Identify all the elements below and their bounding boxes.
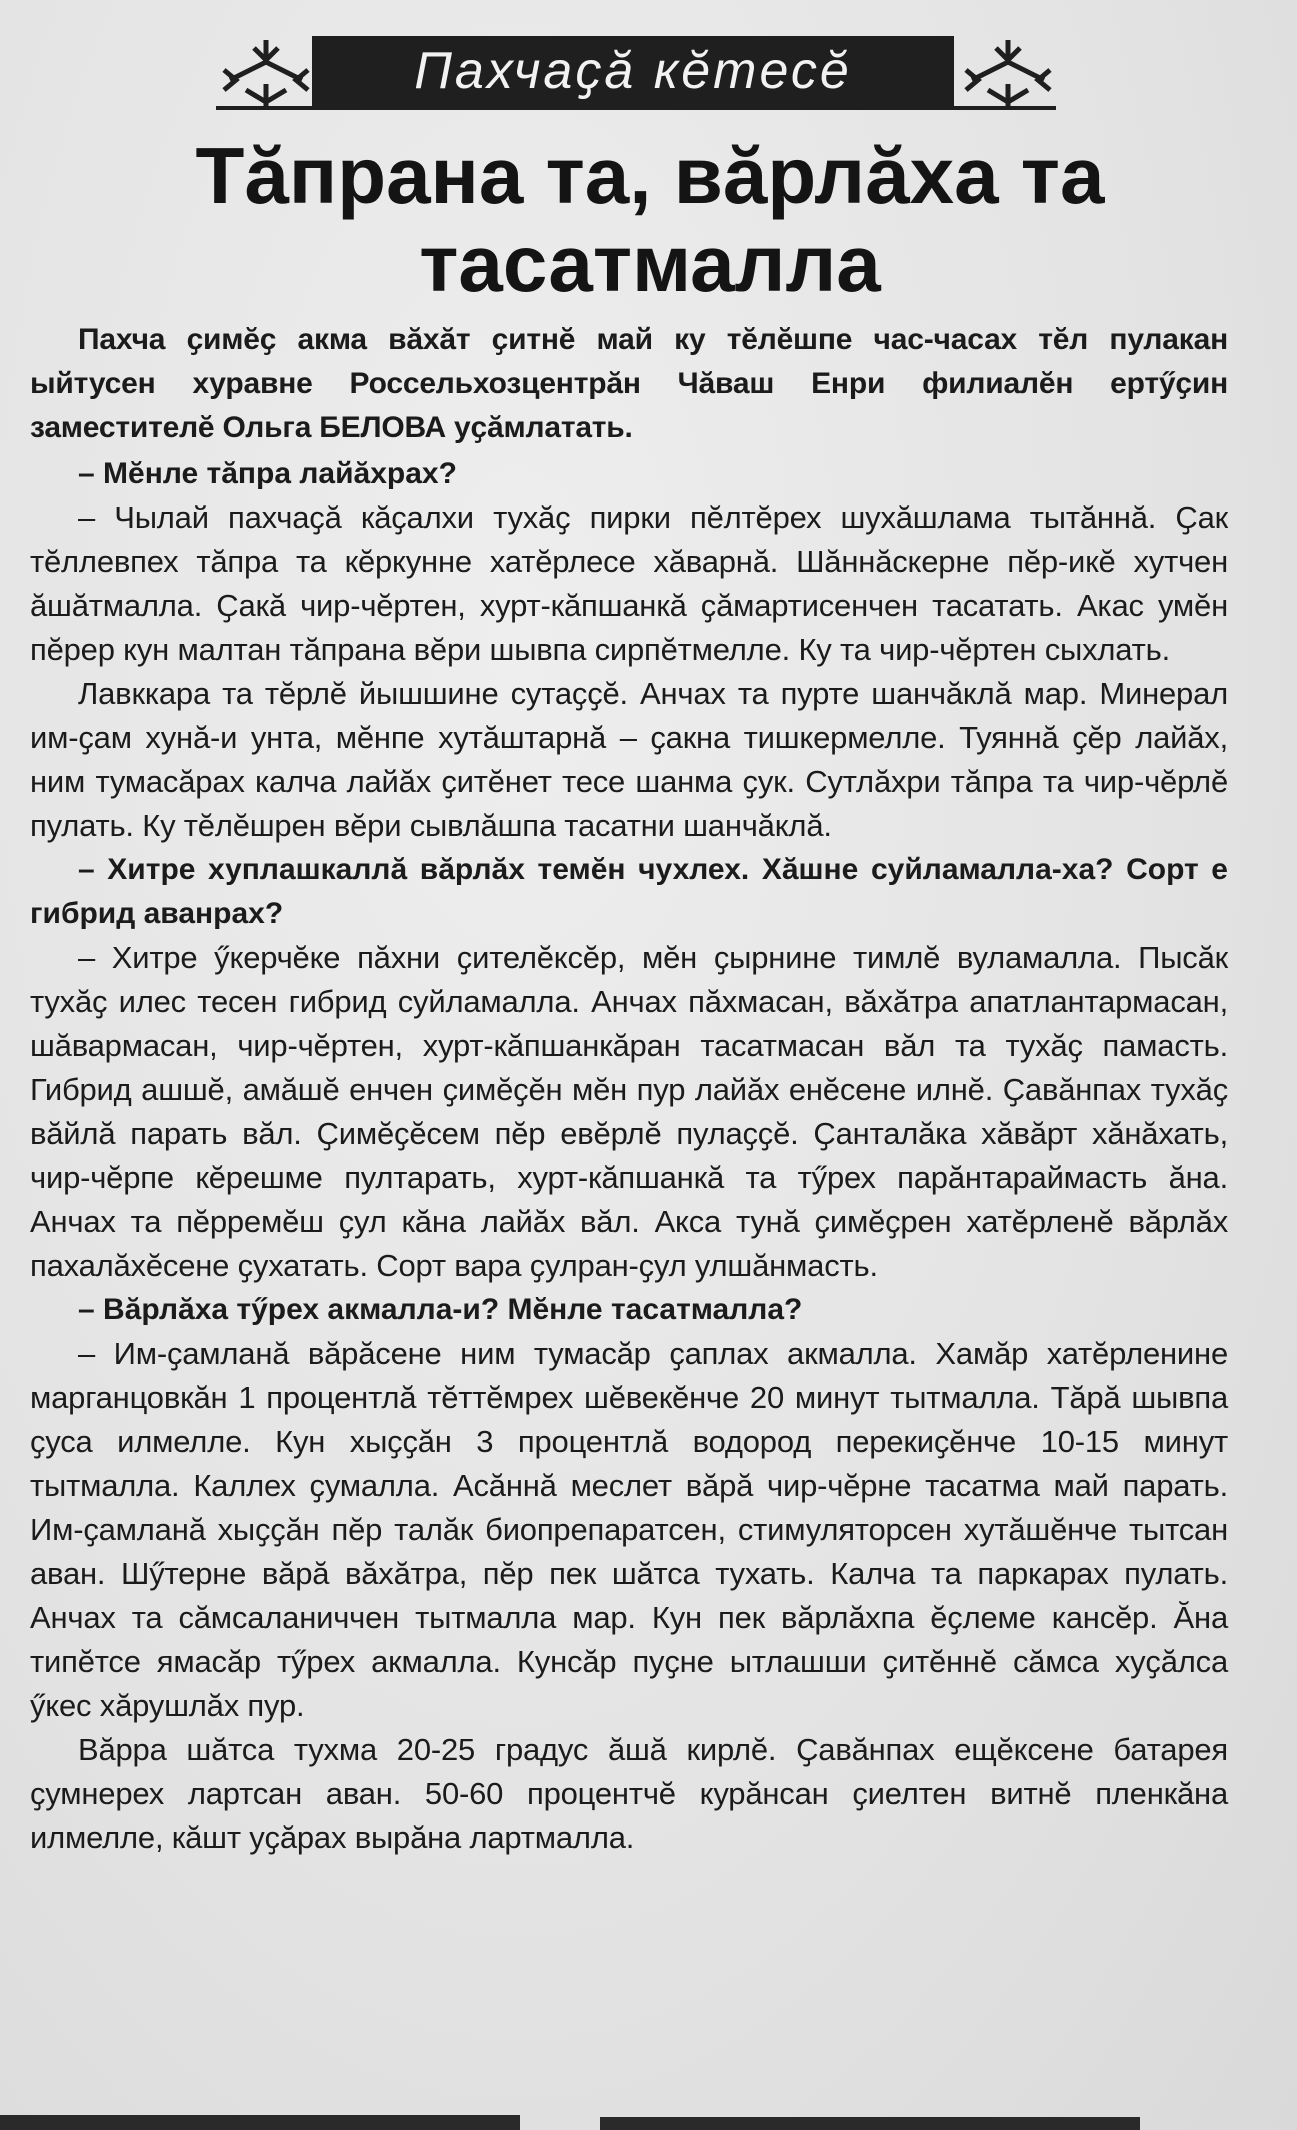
heading-rule (216, 106, 1056, 110)
article-title: Тăпрана та, вăрлăха та тасатмалла (195, 131, 1105, 308)
interview-answer: Вăрра шăтса тухма 20-25 градус ăшă кирлĕ. Ҫавăнпах ещĕксене батарея ҫумнерех лартсан аван. 50-60 процентчĕ курăнсан ҫиелтен витнĕ пленкăна илмелле, кăшт уҫăрах вырăна лартмалла. (30, 1732, 1228, 1855)
interview-answer: – Им-ҫамланă вăрăсене ним тумасăр ҫаплах акмалла. Хамăр хатĕрленине марганцовкăн 1 процентлă тĕттĕмрех шĕвекĕнче 20 минут тытмалла. Тăрă шывпа ҫуса илмелле. Кун хыҫҫăн 3 процентлă водород перекиҫĕнче 10-15 минут тытмалла. Каллех ҫумалла. Асăннă меслет вăрă чир-чĕрне тасатма май парать. Им-ҫамланă хыҫҫăн пĕр талăк биопрепаратсен, стимуляторсен хутăшĕнче тытсан аван. Шӳтерне вăрă вăхăтра, пĕр пек шăтса тухать. Калча та паркарах пулать. Анчах та сăмсаланиччен тытмалла мар. Кун пек вăрлăхпа ĕҫлеме кансĕр. Ăна типĕтсе ямасăр тӳрех акмалла. Кунсăр пуҫне ытлашши ҫитĕннĕ сăмса хуҫăлса ӳкес хăрушлăх пур. (30, 1336, 1228, 1723)
article-lead: Пахча ҫимĕҫ акма вăхăт ҫитнĕ май ку тĕлĕшпе час-часах тĕл пулакан ыйтусен хуравне Россельхозцентрăн Чăваш Енри филиалĕн ертӳҫин заместителĕ Ольга БЕЛОВА уҫăмлатать. (30, 323, 1228, 444)
interview-answer: – Хитре ӳкерчĕке пăхни ҫителĕксĕр, мĕн ҫырнине тимлĕ вуламалла. Пысăк тухăҫ илес тесен гибрид суйламалла. Анчах пăхмасан, вăхăтра апатлантармасан, шăвармасан, чир-чĕртен, хурт-кăпшанкăран тасатмасан вăл та тухăҫ памасть. Гибрид ашшĕ, амăшĕ енчен ҫимĕҫĕн мĕн пур лайăх енĕсене илнĕ. Ҫавăнпах тухăҫ вăйлă парать вăл. Ҫимĕҫĕсем пĕр евĕрлĕ пулаҫҫĕ. Ҫанталăка хăвăрт хăнăхать, чир-чĕрпе кĕрешме пултарать, хурт-кăпшанкă та тӳрех парăнтараймасть ăна. Анчах та пĕрремĕш ҫул кăна лайăх вăл. Акса тунă ҫимĕҫрен хатĕрленĕ вăрлăх пахалăхĕсене ҫухатать. Сорт вара ҫулран-ҫул улшăнмасть. (30, 940, 1229, 1283)
interview-question: – Вăрлăха тӳрех акмалла-и? Мĕнле тасатмалла? (78, 1293, 803, 1326)
interview-answer: Лавккара та тĕрлĕ йышшине сутаҫҫĕ. Анчах та пурте шанчăклă мар. Минерал им-ҫам хунă-и унта, мĕнпе хутăштарнă – ҫакна тишкермелле. Туяннă ҫĕр лайăх, ним тумасăрах калча лайăх ҫитĕнет тесе шанма ҫук. Сутлăхри тăпра та чир-чĕрлĕ пулать. Ку тĕлĕшрен вĕри сывлăшпа тасатни шанчăклă. (30, 676, 1228, 843)
section-heading-band (312, 36, 954, 106)
folk-ornament-icon (216, 32, 316, 112)
folk-ornament-icon (958, 32, 1058, 112)
bottom-rule-left (0, 2115, 520, 2130)
interview-question: – Хитре хуплашкаллă вăрлăх темĕн чухлех. Хăшне суйламалла-ха? Сорт е гибрид аванрах? (30, 853, 1228, 930)
section-heading: Пахчаҫă кĕтесĕ (414, 42, 852, 100)
bottom-rule-right (600, 2117, 1140, 2130)
interview-question: – Мĕнле тăпра лайăхрах? (78, 457, 457, 490)
article-body (30, 318, 1228, 1860)
interview-answer: – Чылай пахчаҫă кăҫалхи тухăҫ пирки пĕлтĕрех шухăшлама тытăннă. Ҫак тĕллевпех тăпра та кĕркунне хатĕрлесе хăварнă. Шăннăскерне пĕр-икĕ хутчен ăшăтмалла. Ҫакă чир-чĕртен, хурт-кăпшанкă ҫăмартисенчен тасатать. Акас умĕн пĕрер кун малтан тăпрана вĕри шывпа сирпĕтмелле. Ку та чир-чĕртен сыхлать. (30, 500, 1228, 667)
